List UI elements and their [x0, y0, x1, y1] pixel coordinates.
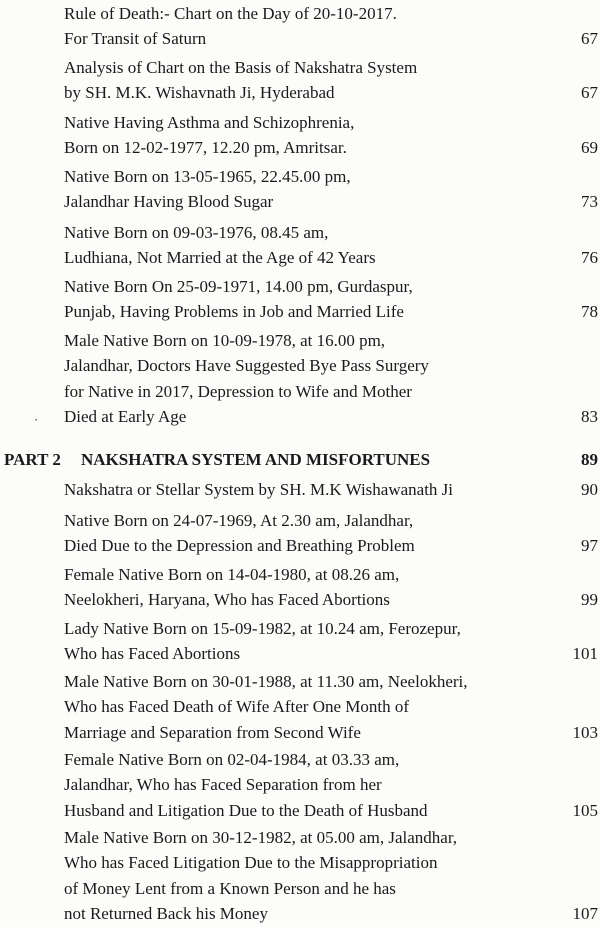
entry-title-line: Neelokheri, Haryana, Who has Faced Abortions: [64, 590, 390, 610]
toc-entry: [64, 110, 598, 161]
entry-title-line: Native Having Asthma and Schizophrenia,: [64, 113, 355, 132]
page-number: 69: [581, 138, 598, 158]
entry-title-line: Husband and Litigation Due to the Death of Husband: [64, 800, 428, 820]
part-label: PART 2: [4, 450, 61, 469]
entry-title-line: Nakshatra or Stellar System by SH. M.K Wishawanath Ji: [64, 480, 454, 499]
entry-title-line: Female Native Born on 14-04-1980, at 08.26 am,: [64, 565, 400, 584]
toc-entry: [64, 328, 598, 430]
page-number: 67: [581, 29, 598, 49]
part-title: NAKSHATRA SYSTEM AND MISFORTUNES: [81, 450, 431, 469]
page-number: 107: [572, 904, 598, 924]
entry-title-line: Who has Faced Litigation Due to the Misappropriation: [64, 853, 438, 873]
entry-title-line: Jalandhar, Doctors Have Suggested Bye Pass Surgery: [64, 356, 429, 376]
entry-title-line: Ludhiana, Not Married at the Age of 42 Years: [64, 248, 376, 268]
entry-title-line: for Native in 2017, Depression to Wife and Mother: [64, 381, 412, 401]
page-number: 99: [581, 590, 598, 610]
stray-mark: ·: [34, 412, 39, 427]
page-number: 67: [581, 83, 598, 103]
page-number: 78: [581, 302, 598, 322]
entry-title-line: not Returned Back his Money: [64, 904, 268, 924]
page-number: 105: [572, 800, 598, 820]
entry-title-line: Died Due to the Depression and Breathing Problem: [64, 536, 415, 556]
toc-entry: [64, 164, 598, 215]
entry-title-line: Punjab, Having Problems in Job and Married Life: [64, 302, 404, 322]
entry-title-line: Male Native Born on 10-09-1978, at 16.00 pm,: [64, 331, 386, 350]
toc-entry: [64, 508, 598, 559]
page-number: 103: [572, 722, 598, 742]
toc-entry: [64, 616, 598, 667]
toc-entry: [64, 220, 598, 271]
entry-title-line: Rule of Death:- Chart on the Day of 20-10-2017.: [64, 4, 397, 23]
entry-title-line: Who has Faced Abortions: [64, 644, 241, 664]
toc-entry: [64, 562, 598, 613]
entry-title-line: Male Native Born on 30-01-1988, at 11.30 am, Neelokheri,: [64, 672, 468, 691]
toc-entry: [64, 747, 598, 823]
entry-title-line: Born on 12-02-1977, 12.20 pm, Amritsar.: [64, 138, 347, 158]
page-number: 97: [581, 536, 598, 556]
entry-title-line: Analysis of Chart on the Basis of Nakshatra System: [64, 58, 418, 77]
toc-entry: [64, 55, 598, 106]
page-number: 101: [572, 644, 598, 664]
entry-title-line: Lady Native Born on 15-09-1982, at 10.24 am, Ferozepur,: [64, 619, 461, 638]
toc-entry: [64, 1, 598, 52]
entry-title-line: Native Born On 25-09-1971, 14.00 pm, Gurdaspur,: [64, 277, 413, 296]
page-number: 83: [581, 407, 598, 427]
toc-entry: [64, 825, 598, 927]
toc-entry: [64, 669, 598, 745]
entry-title-line: Female Native Born on 02-04-1984, at 03.33 am,: [64, 750, 400, 769]
entry-title-line: of Money Lent from a Known Person and he has: [64, 878, 396, 898]
entry-title-line: by SH. M.K. Wishavnath Ji, Hyderabad: [64, 83, 335, 103]
entry-title-line: Native Born on 13-05-1965, 22.45.00 pm,: [64, 167, 351, 186]
entry-title-line: Native Born on 24-07-1969, At 2.30 am, Jalandhar,: [64, 511, 414, 530]
entry-title-line: Died at Early Age: [64, 407, 187, 427]
page-number: 76: [581, 248, 598, 268]
part-page-number: 89: [581, 450, 598, 469]
entry-title-line: Marriage and Separation from Second Wife: [64, 722, 361, 742]
page-number: 90: [581, 480, 598, 499]
toc-entry: [64, 274, 598, 325]
entry-title-line: Jalandhar, Who has Faced Separation from her: [64, 775, 382, 795]
entry-title-line: Native Born on 09-03-1976, 08.45 am,: [64, 223, 329, 242]
toc-entry: [64, 477, 598, 502]
page-number: 73: [581, 192, 598, 212]
entry-title-line: For Transit of Saturn: [64, 29, 207, 49]
entry-title-line: Who has Faced Death of Wife After One Month of: [64, 697, 410, 717]
entry-title-line: Jalandhar Having Blood Sugar: [64, 192, 274, 212]
entry-title-line: Male Native Born on 30-12-1982, at 05.00 am, Jalandhar,: [64, 828, 458, 847]
